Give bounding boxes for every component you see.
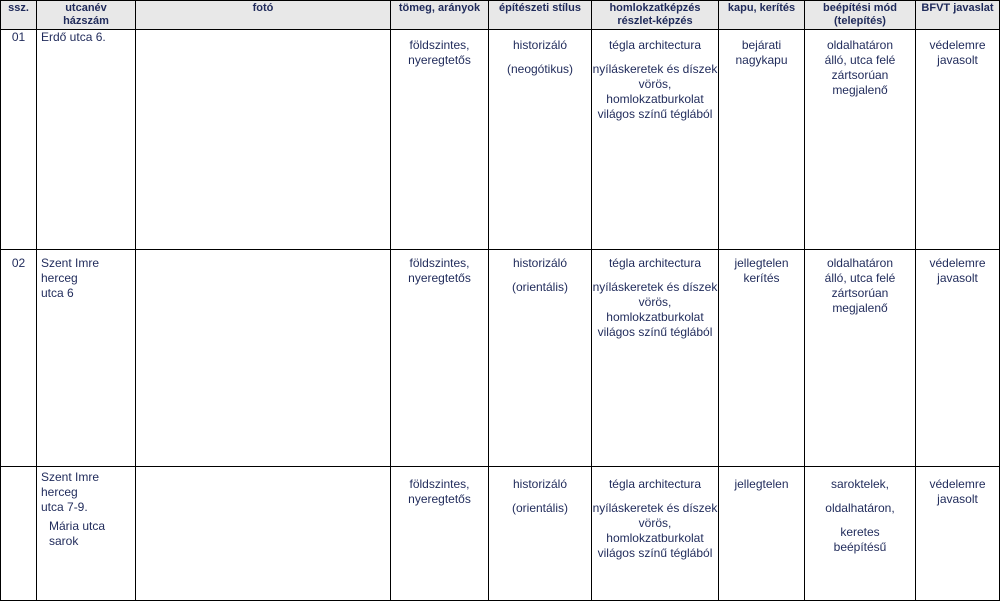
cell-homlokzat: tégla architectura nyíláskeretek és díszek vörös, homlokzatburkolat világos színű téglából — [592, 30, 719, 250]
cell-tomeg: földszintes, nyeregtetős — [391, 467, 489, 601]
cell-stilus: historizáló (orientális) — [489, 250, 592, 467]
cell-ssz — [1, 467, 37, 601]
header-beepitesi: beépítési mód (telepítés) — [805, 1, 916, 30]
header-row — [1, 1, 1000, 30]
cell-bfvt: védelemre javasolt — [916, 250, 1000, 467]
cell-beepitesi: saroktelek, oldalhatáron, keretes beépítésű — [805, 467, 916, 601]
cell-street: Szent Imre herceg utca 7-9. Mária utca sarok — [37, 467, 136, 601]
header-homlokzat: homlokzatképzés részlet-képzés — [592, 1, 719, 30]
header-stilus: építészeti stílus — [489, 1, 592, 30]
table-row — [1, 30, 1000, 250]
cell-stilus: historizáló (neogótikus) — [489, 30, 592, 250]
cell-bfvt: védelemre javasolt — [916, 467, 1000, 601]
cell-photo — [136, 30, 391, 250]
cell-street: Erdő utca 6. — [37, 30, 136, 250]
cell-photo — [136, 250, 391, 467]
cell-stilus: historizáló (orientális) — [489, 467, 592, 601]
cell-bfvt: védelemre javasolt — [916, 30, 1000, 250]
cell-kapu: bejárati nagykapu — [719, 30, 805, 250]
cell-homlokzat: tégla architectura nyíláskeretek és díszek vörös, homlokzatburkolat világos színű téglából — [592, 467, 719, 601]
header-ssz: ssz. — [1, 1, 37, 30]
cell-kapu: jellegtelen — [719, 467, 805, 601]
cell-tomeg: földszintes, nyeregtetős — [391, 250, 489, 467]
cell-beepitesi: oldalhatáron álló, utca felé zártsorúan megjalenő — [805, 30, 916, 250]
cell-homlokzat: tégla architectura nyíláskeretek és díszek vörös, homlokzatburkolat világos színű téglából — [592, 250, 719, 467]
table-row — [1, 467, 1000, 601]
header-foto: fotó — [136, 1, 391, 30]
header-kapu: kapu, kerítés — [719, 1, 805, 30]
cell-tomeg: földszintes, nyeregtetős — [391, 30, 489, 250]
cell-street: Szent Imre herceg utca 6 — [37, 250, 136, 467]
cell-kapu: jellegtelen kerítés — [719, 250, 805, 467]
cell-ssz: 02 — [1, 250, 37, 467]
header-tomeg: tömeg, arányok — [391, 1, 489, 30]
table-row — [1, 250, 1000, 467]
header-utcanev: utcanév házszám — [37, 1, 136, 30]
cell-beepitesi: oldalhatáron álló, utca felé zártsorúan megjalenő — [805, 250, 916, 467]
header-bfvt: BFVT javaslat — [916, 1, 1000, 30]
cell-photo — [136, 467, 391, 601]
cell-ssz: 01 — [1, 30, 37, 250]
